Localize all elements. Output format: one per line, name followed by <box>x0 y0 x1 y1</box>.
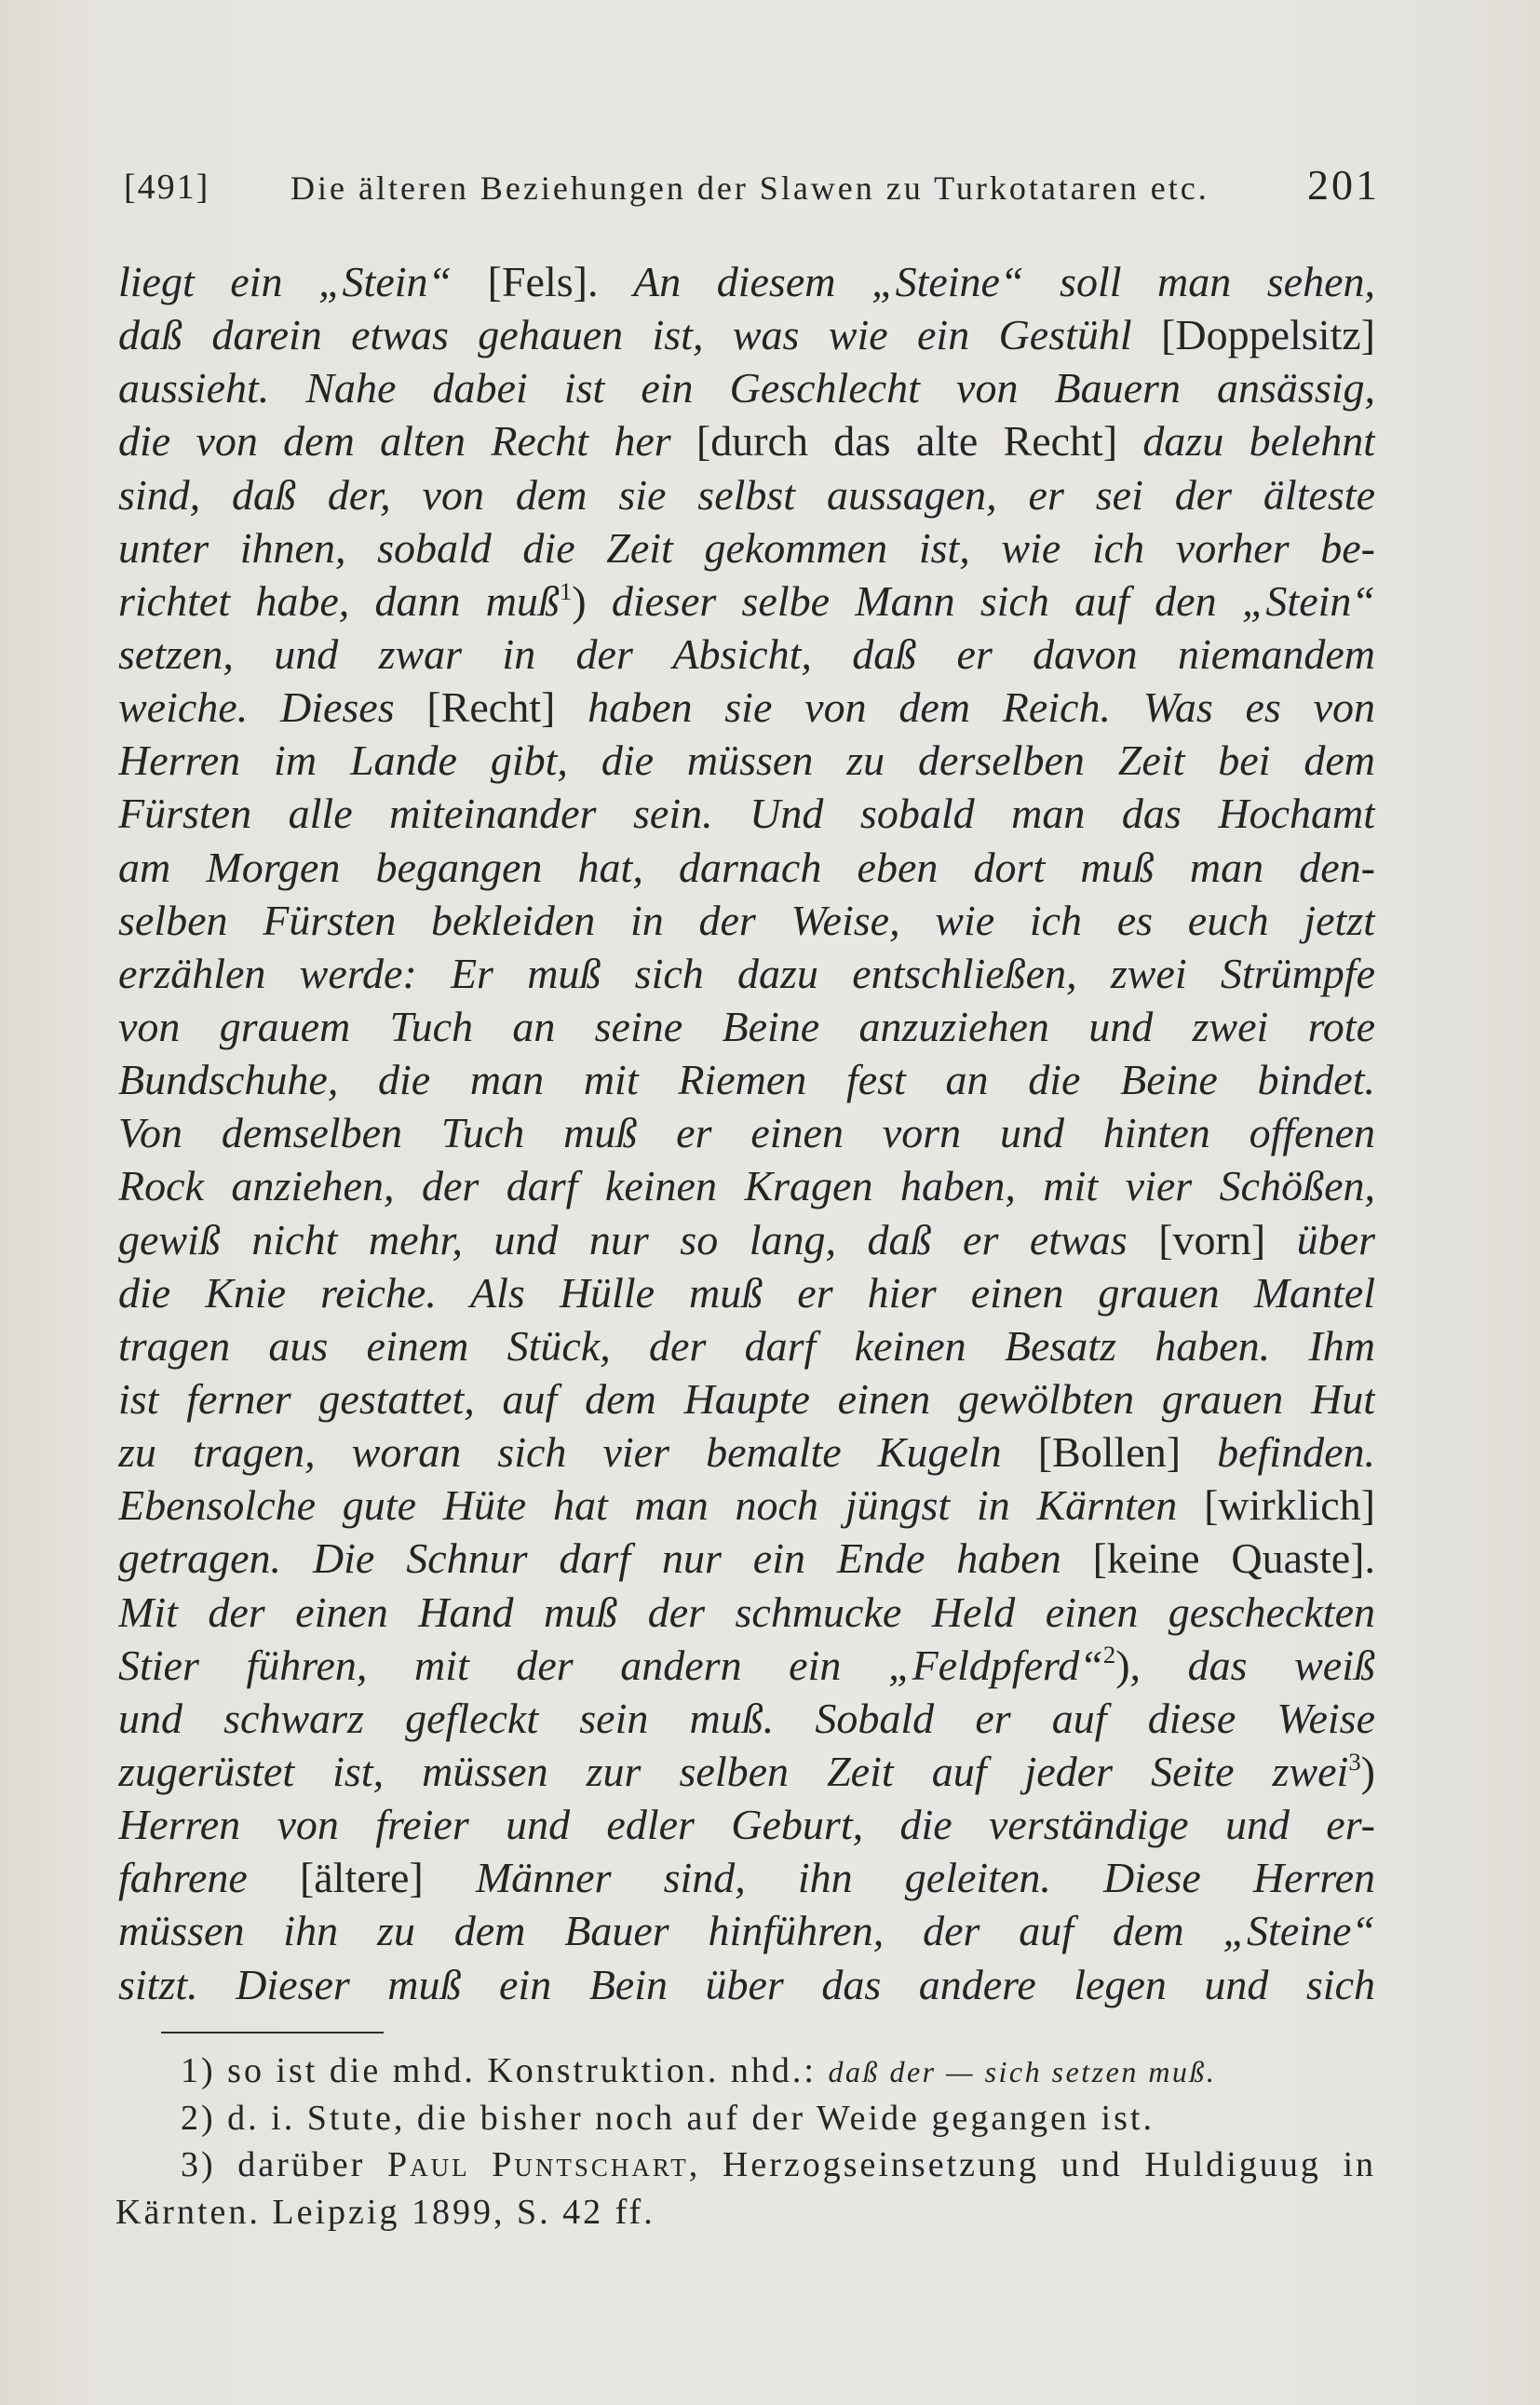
footnote-marker: 2 <box>1102 1641 1116 1669</box>
italic-text: , das weiß <box>1129 1641 1375 1689</box>
italic-text: die von dem alten Recht her <box>118 417 696 466</box>
page-reference: [491] <box>124 168 210 207</box>
italic-text: selben Fürsten bekleiden in der Weise, wie ich es euch jetzt <box>118 896 1375 944</box>
body-line <box>118 468 1375 521</box>
footnote-line <box>115 2095 1376 2142</box>
italic-text: Herren im Lande gibt, die müssen zu derselben Zeit bei dem <box>118 736 1375 785</box>
italic-text: am Morgen begangen hat, darnach eben dort muß man den- <box>118 843 1375 891</box>
italic-text: aussieht. Nahe dabei ist ein Geschlecht von Bauern ansässig, <box>118 364 1375 412</box>
italic-text: und schwarz gefleckt sein muß. Sobald er auf diese Weise <box>118 1694 1375 1742</box>
running-title: Die älteren Beziehungen der Slawen zu Turkotataren etc. <box>290 169 1209 207</box>
italic-text: Herren von freier und edler Geburt, die verständige und er- <box>118 1801 1375 1849</box>
italic-text: ist ferner gestattet, auf dem Haupte einen gewölbten grauen Hut <box>118 1374 1375 1423</box>
body-line <box>118 1266 1375 1319</box>
author-name: Paul Puntschart <box>386 2145 689 2184</box>
roman-text: [Fels]. <box>487 258 599 305</box>
italic-text: erzählen werde: Er muß sich dazu entschließen, zwei Strümpfe <box>118 949 1375 997</box>
body-line <box>118 1159 1375 1212</box>
italic-text: Stier führen, mit der andern ein „Feldpferd“ <box>118 1641 1103 1689</box>
roman-text: [keine Quaste]. <box>1092 1534 1375 1583</box>
body-line <box>118 1053 1375 1106</box>
roman-text: [Recht] <box>426 683 556 732</box>
italic-text: gewiß nicht mehr, und nur so lang, daß er etwas <box>118 1215 1159 1263</box>
footnote-marker: 1 <box>559 576 573 605</box>
roman-text: [durch das alte Recht] <box>696 417 1118 466</box>
body-line <box>118 1798 1375 1851</box>
footnote <box>115 2142 1376 2236</box>
italic-text: über <box>1265 1215 1375 1263</box>
body-line <box>118 414 1375 467</box>
italic-text: daß der — sich setzen muß. <box>828 2055 1217 2088</box>
italic-text: getragen. Die Schnur darf nur ein Ende haben <box>118 1534 1093 1583</box>
body-line <box>118 1106 1375 1159</box>
footnote-line <box>115 2142 1376 2189</box>
roman-text: 3) darüber <box>181 2145 387 2184</box>
body-line <box>118 361 1375 414</box>
roman-text: [wirklich] <box>1204 1481 1375 1530</box>
body-line <box>118 255 1375 308</box>
italic-text: haben sie von dem Reich. Was es von <box>555 683 1375 732</box>
body-line <box>118 1851 1375 1904</box>
italic-text: Mit der einen Hand muß der schmucke Held einen gescheckten <box>118 1588 1375 1636</box>
italic-text: setzen, und zwar in der Absicht, daß er davon niemandem <box>118 629 1375 678</box>
italic-text: sitzt. Dieser muß ein Bein über das andere legen und sich <box>118 1960 1375 2008</box>
roman-text: , Herzogseinsetzung und Huldiguug in <box>688 2145 1376 2184</box>
roman-text: [Bollen] <box>1037 1428 1182 1477</box>
footnote-marker: 3 <box>1348 1747 1361 1776</box>
body-line <box>118 1372 1375 1425</box>
italic-text: zu tragen, woran sich vier bemalte Kugeln <box>118 1428 1038 1477</box>
roman-text: ) <box>1360 1747 1375 1795</box>
italic-text: Bundschuhe, die man mit Riemen fest an die Beine bindet. <box>118 1056 1375 1104</box>
body-line <box>118 1586 1375 1639</box>
italic-text: unter ihnen, sobald die Zeit gekommen ist, wie ich vorher be- <box>118 523 1375 572</box>
italic-text: weiche. Dieses <box>118 683 427 732</box>
body-line <box>118 1745 1375 1798</box>
body-line <box>118 1319 1375 1372</box>
italic-text: Rock anziehen, der darf keinen Kragen haben, mit vier Schößen, <box>118 1162 1375 1210</box>
body-line <box>118 894 1375 947</box>
roman-text: ) <box>572 576 587 625</box>
roman-text: Kärnten. Leipzig 1899, S. 42 ff. <box>115 2192 655 2232</box>
italic-text: von grauem Tuch an seine Beine anzuziehen und zwei rote <box>118 1002 1375 1050</box>
italic-text: Von demselben Tuch muß er einen vorn und hinten offenen <box>118 1109 1375 1157</box>
roman-text: [vorn] <box>1158 1215 1266 1263</box>
roman-text: [Doppelsitz] <box>1161 311 1375 359</box>
body-line <box>118 787 1375 840</box>
footnotes <box>115 2047 1376 2236</box>
body-text <box>118 255 1375 2011</box>
body-line <box>118 1904 1375 1957</box>
italic-text: tragen aus einem Stück, der darf keinen Besatz haben. Ihm <box>118 1321 1375 1370</box>
italic-text: fahrene <box>118 1854 300 1902</box>
italic-text: müssen ihn zu dem Bauer hinführen, der auf dem „Steine“ <box>118 1907 1375 1955</box>
body-line <box>118 1692 1375 1745</box>
body-line <box>118 628 1375 681</box>
footnote-line <box>115 2189 1376 2236</box>
italic-text: Männer sind, ihn geleiten. Diese Herren <box>423 1854 1375 1902</box>
italic-text: sind, daß der, von dem sie selbst aussagen, er sei der älteste <box>118 470 1375 519</box>
body-line <box>118 681 1375 734</box>
italic-text: dieser selbe Mann sich auf den „Stein“ <box>586 576 1375 625</box>
body-line <box>118 947 1375 1000</box>
italic-text: An diesem „Steine“ soll man sehen, <box>598 258 1375 305</box>
body-line <box>118 308 1375 361</box>
italic-text: die Knie reiche. Als Hülle muß er hier einen grauen Mantel <box>118 1268 1375 1317</box>
body-line <box>118 1213 1375 1266</box>
italic-text: befinden. <box>1181 1428 1375 1477</box>
body-line <box>118 1532 1375 1585</box>
footnote <box>115 2095 1376 2142</box>
body-line <box>118 1479 1375 1532</box>
footnote-rule <box>161 2032 384 2033</box>
italic-text: dazu belehnt <box>1117 417 1375 466</box>
italic-text: liegt ein „Stein“ <box>118 258 488 305</box>
body-line <box>118 1000 1375 1053</box>
body-line <box>118 734 1375 787</box>
italic-text: Ebensolche gute Hüte hat man noch jüngst in Kärnten <box>118 1481 1205 1530</box>
italic-text: daß darein etwas gehauen ist, was wie ein Gestühl <box>118 311 1162 359</box>
italic-text: Fürsten alle miteinander sein. Und sobald man das Hochamt <box>118 790 1375 838</box>
body-line <box>118 521 1375 574</box>
body-line <box>118 1639 1375 1692</box>
roman-text: [ältere] <box>299 1854 424 1902</box>
body-line <box>118 574 1375 628</box>
body-line <box>118 1958 1375 2011</box>
roman-text: ) <box>1115 1641 1130 1689</box>
page-number: 201 <box>1307 161 1380 209</box>
footnote-line <box>115 2047 1376 2095</box>
italic-text: richtet habe, dann muß <box>118 576 560 625</box>
footnote <box>115 2047 1376 2095</box>
roman-text: 2) d. i. Stute, die bisher noch auf der Weide gegangen ist. <box>181 2098 1155 2138</box>
body-line <box>118 841 1375 894</box>
body-line <box>118 1425 1375 1479</box>
roman-text: 1) so ist die mhd. Konstruktion. nhd.: <box>181 2051 829 2090</box>
italic-text: zugerüstet ist, müssen zur selben Zeit auf jeder Seite zwei <box>118 1747 1349 1795</box>
